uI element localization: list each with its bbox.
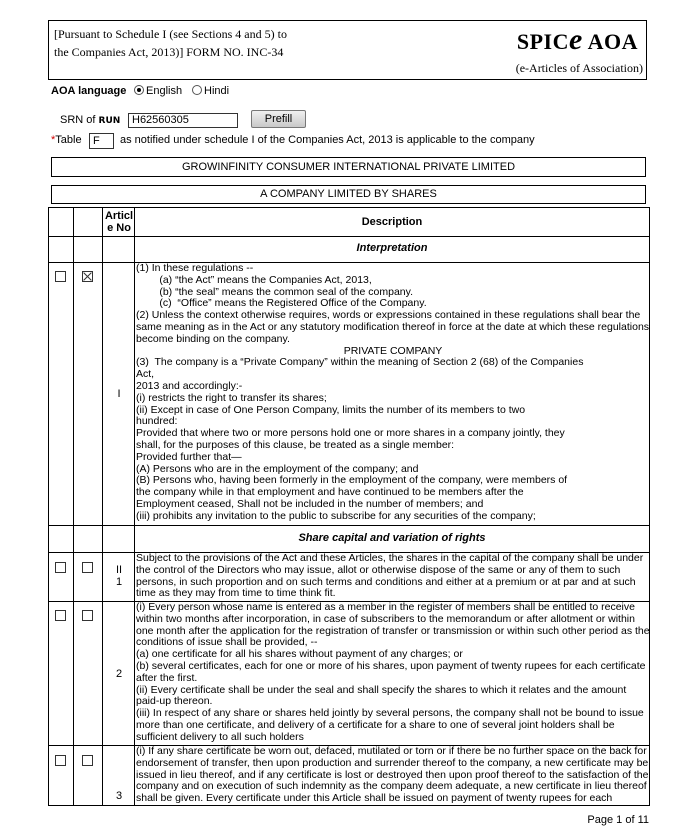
table-select-row: [51, 134, 651, 150]
prefill-button[interactable]: Prefill: [251, 110, 306, 128]
row2-description: Subject to the provisions of the Act and these Articles, the shares in the capital of the company shall be under the control of the Directors who may issue, allot or otherwise dispose of the same or any of them to such persons, in such proportion and on such terms and conditions and either at a premium or at par and at such time as they may from time to time think fit.: [136, 552, 647, 600]
srn-label-suffix: RUN: [98, 116, 121, 126]
header-article-no: Articl e No: [104, 210, 134, 234]
required-star: *: [51, 134, 56, 146]
row2-checkbox-1[interactable]: [55, 562, 66, 573]
row1-text2: (3) The company is a “Private Company” within the meaning of Section 2 (68) of the Companies Act, 2013 and accordingly:- (i) restricts the right to transfer its shares; (ii) Except in case of One Person Company, limits the number of its members to two hundred: Provided that where two or more persons hold one or more shares in a company jointly, they shall, for the purposes of this clause, be treated as a single member: Provided further that— (A) Persons who are in the employment of the company; and (B) Persons who, having been formerly in the employment of the company, were members of the company while in that employment and have continued to be members after the Employment ceased, Shall not be included in the number of members; and (iii) prohibits any invitation to the public to subscribe for any securities of the company;: [136, 356, 584, 522]
table-input[interactable]: F: [89, 133, 114, 149]
form-header: [48, 20, 647, 80]
row4-checkbox-2[interactable]: [82, 755, 93, 766]
company-name-field: GROWINFINITY CONSUMER INTERNATIONAL PRIVATE LIMITED: [51, 157, 646, 177]
row4-description: (i) If any share certificate be worn out, defaced, mutilated or torn or if there be no further space on the back for endorsement of transfer, then upon production and surrender thereof to the company, a new certificate may be issued in lieu thereof, and if any certificate is lost or destroyed then upon proof thereof to the satisfaction of the company and on execution of such indemnity as the company deem adequate, a new certificate in lieu thereof shall be given. Every certificate under this Article shall be issued on payment of twenty rupees for each: [136, 745, 652, 805]
row2-checkbox-2[interactable]: [82, 562, 93, 573]
language-option-hindi[interactable]: [192, 85, 229, 97]
row3-article-no: 2: [115, 668, 123, 680]
section-share-capital: Share capital and variation of rights: [298, 532, 486, 544]
row1-article-no: I: [117, 388, 121, 400]
form-title-pre: SPIC: [516, 29, 569, 54]
form-reference-line1: [Pursuant to Schedule I (see Sections 4 and 5) to: [54, 27, 287, 41]
language-option-hindi-label: Hindi: [204, 85, 230, 97]
row4-article-no: 3: [115, 790, 123, 802]
header-description: Description: [361, 216, 423, 228]
row4-checkbox-1[interactable]: [55, 755, 66, 766]
srn-input[interactable]: H62560305: [128, 113, 238, 128]
table-description: as notified under schedule I of the Companies Act, 2013 is applicable to the company: [120, 134, 535, 146]
row3-checkbox-1[interactable]: [55, 610, 66, 621]
form-reference-line2: the Companies Act, 2013)] FORM NO. INC-34: [54, 45, 284, 59]
row2-article-no: II 1: [115, 564, 123, 588]
form-title-e: e: [568, 23, 583, 56]
language-option-english[interactable]: [134, 85, 182, 97]
radio-hindi-icon[interactable]: [192, 85, 202, 95]
srn-label-text: SRN of: [60, 114, 96, 126]
row3-description: (i) Every person whose name is entered as a member in the register of members shall be entitled to receive within two months after incorporation, in case of subscribers to the memorandum or after allotment or within one month after the application for the registration of transfer or transmission or within such other period as the conditions of issue shall be provided, -- (a) one certificate for all his shares without payment of any charges; or (b) several certificates, each for one or more of his shares, upon payment of twenty rupees for each certificate after the first. (ii) Every certificate shall be under the seal and shall specify the shares to which it relates and the amount paid-up thereon. (iii) In respect of any share or shares held jointly by several persons, the company shall not be bound to issue more than one certificate, and delivery of a certificate for a share to one of several joint holders shall be sufficient delivery to all such holders: [136, 601, 650, 743]
form-subtitle: (e-Articles of Association): [515, 61, 643, 75]
row1-checkbox-2[interactable]: [82, 271, 93, 282]
row1-center-heading: PRIVATE COMPANY: [343, 344, 443, 357]
row1-description: [136, 263, 650, 525]
language-option-english-label: English: [146, 85, 183, 97]
section-interpretation: Interpretation: [356, 242, 428, 254]
company-type-field: A COMPANY LIMITED BY SHARES: [51, 185, 646, 204]
language-selector: [51, 85, 230, 97]
page-number: Page 1 of 11: [587, 814, 649, 826]
form-title: [517, 23, 638, 57]
row3-checkbox-2[interactable]: [82, 610, 93, 621]
row1-checkbox-1[interactable]: [55, 271, 66, 282]
row1-text: (1) In these regulations -- (a) “the Act” means the Companies Act, 2013, (b) “the seal” means the common seal of the company. (c) “Office” means the Registered Office of the Company. (2) Unless the context otherwise requires, words or expressions contained in these regulations shall bear the same meaning as in the Act or any statutory modification thereof in force at the date at which these regulations become binding on the company.: [136, 262, 650, 345]
language-label: AOA language: [51, 85, 127, 97]
table-label: Table: [55, 134, 82, 146]
articles-table: [48, 207, 650, 806]
radio-english-icon[interactable]: [134, 85, 144, 95]
form-reference: [54, 25, 287, 61]
form-title-post: AOA: [582, 29, 638, 54]
srn-label: [60, 114, 120, 126]
